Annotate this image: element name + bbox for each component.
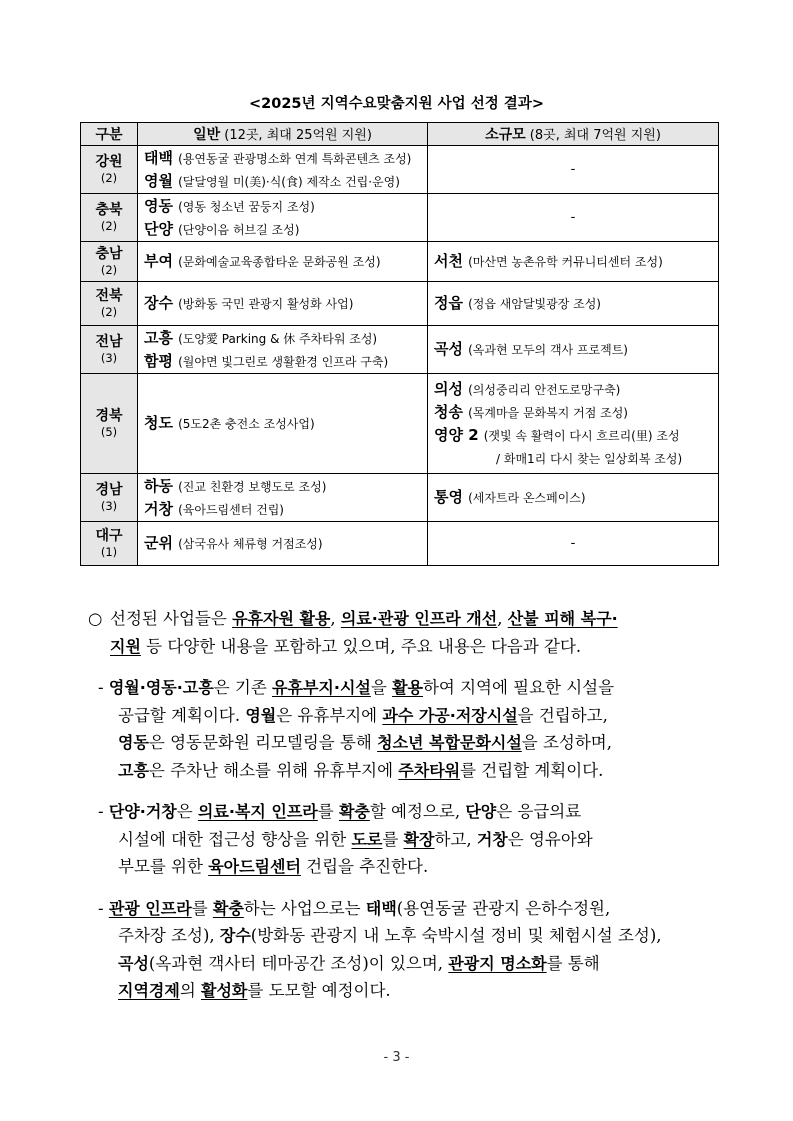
project-entry: [144, 292, 421, 315]
region-name: 대구: [95, 527, 123, 544]
project-name: 고흥: [144, 328, 173, 347]
table-row: [81, 242, 719, 282]
text-run: 관광 인프라: [108, 898, 192, 918]
project-name: 의성: [434, 379, 463, 398]
region-cell: [81, 146, 138, 194]
project-name: 함평: [144, 351, 173, 370]
text-run: 의료·관광 인프라 개선: [340, 609, 498, 628]
text-line: [98, 674, 728, 702]
region-cell: [81, 242, 138, 282]
project-name: 군위: [144, 534, 173, 552]
project-entry-cont: [434, 447, 712, 470]
region-name: 전북: [95, 287, 123, 304]
region-cell: [81, 374, 138, 474]
text-run: 을: [370, 678, 393, 697]
project-entry: [434, 378, 712, 401]
region-count: (1): [100, 544, 118, 559]
project-entry: [434, 401, 712, 424]
region-count: (3): [100, 498, 118, 513]
text-run: 의료·복지 인프라: [197, 802, 318, 821]
project-entry: [434, 338, 712, 361]
text-run: 은 영동문화원 리모델링을 통해: [148, 733, 378, 752]
text-line: [110, 605, 728, 633]
text-run: 주차장 조성),: [118, 926, 220, 945]
text-run: 영월·영동·고흥: [108, 678, 214, 697]
region-name: 경북: [95, 407, 123, 424]
region-name: 강원: [95, 153, 123, 170]
text-run: 확장: [403, 829, 435, 849]
text-run: 확충: [212, 898, 244, 918]
text-run: 부모를 위한: [118, 857, 209, 876]
paragraph: [88, 605, 728, 660]
project-name: 단양: [144, 219, 173, 238]
text-line: [118, 853, 728, 881]
text-run: 을 조성하며,: [521, 733, 612, 752]
small-cell: [428, 282, 719, 326]
project-desc: / 화매1리 다시 찾는 일상회복 조성): [496, 451, 683, 466]
selection-results-table: [80, 122, 719, 566]
region-count: (2): [100, 304, 118, 319]
text-run: 등 다양한 내용을 포함하고 있으며, 주요 내용은 다음과 같다.: [140, 636, 582, 656]
project-desc: (잿빛 속 활력이 다시 흐르리(里) 조성: [483, 428, 680, 443]
circle-bullet-icon: ○: [88, 609, 103, 628]
text-run: 건립을 추진한다.: [300, 857, 429, 876]
project-name: 영동: [144, 196, 173, 215]
project-entry: [144, 250, 421, 273]
text-run: 지원: [110, 636, 141, 656]
project-name: 장수: [144, 294, 173, 312]
text-run: 유휴부지·시설: [272, 678, 371, 697]
general-cell: [138, 374, 428, 474]
general-cell: [138, 474, 428, 522]
text-run: 산불 피해 복구·: [507, 609, 618, 628]
region-count: (2): [100, 218, 118, 233]
project-desc: (진교 친환경 보행도로 조성): [178, 479, 327, 494]
header-general: 일반 (12곳, 최대 25억원 지원): [138, 123, 428, 146]
empty-cell: -: [428, 194, 719, 242]
text-run: 를: [317, 802, 339, 821]
project-entry: [144, 147, 421, 170]
text-run: 은 주차난 해소를 위해 유휴부지에: [148, 760, 399, 780]
table-row: [81, 194, 719, 242]
text-line: [118, 826, 728, 854]
text-run: -: [98, 678, 109, 697]
text-run: 공급할 계획이다.: [118, 705, 246, 725]
text-line: [118, 950, 728, 978]
project-name: 태백: [144, 148, 173, 167]
text-line: [98, 895, 728, 923]
table-row: [81, 146, 719, 194]
project-name: 청도: [144, 414, 173, 432]
project-desc: (의성중리리 안전도로망구축): [468, 382, 621, 397]
text-run: 확충: [338, 802, 370, 821]
project-entry: [144, 412, 421, 435]
general-cell: [138, 522, 428, 566]
small-cell: [428, 242, 719, 282]
text-run: 육아드림센터: [208, 857, 301, 876]
region-cell: [81, 522, 138, 566]
text-line: [118, 977, 728, 1005]
project-desc: (옥과현 모두의 객사 프로젝트): [468, 343, 628, 357]
page-number: - 3 -: [383, 1050, 410, 1065]
text-run: 곡성: [118, 953, 149, 973]
text-run: 를 도모할 예정이다.: [247, 981, 391, 1000]
text-run: 지역경제: [118, 981, 180, 1000]
header-small: 소규모 (8곳, 최대 7억원 지원): [428, 123, 719, 146]
text-run: 하는 사업으로는: [243, 898, 366, 918]
text-run: 장수: [219, 926, 251, 945]
project-desc: (세자트라 온스페이스): [468, 491, 586, 505]
text-run: 를: [191, 898, 213, 918]
table-body: [81, 146, 719, 566]
project-entry: [434, 486, 712, 509]
region-cell: [81, 326, 138, 374]
text-run: 선정된 사업들은: [110, 609, 233, 628]
project-entry: [144, 532, 421, 555]
table-row: [81, 282, 719, 326]
text-run: 은 기존: [213, 678, 273, 697]
text-run: 활성화: [201, 981, 248, 1000]
project-name: 곡성: [434, 340, 463, 358]
project-desc: (목계마을 문화복지 거점 조성): [468, 405, 628, 420]
region-cell: [81, 194, 138, 242]
text-run: 하고,: [434, 829, 477, 849]
region-name: 전남: [95, 333, 123, 350]
text-run: 은 유휴부지에: [276, 705, 383, 725]
region-count: (3): [100, 350, 118, 365]
general-cell: [138, 146, 428, 194]
project-desc: (마산면 농촌유학 커뮤니티센터 조성): [468, 255, 663, 269]
project-desc: (문화예술교육종합타운 문화공원 조성): [178, 255, 381, 269]
region-cell: [81, 474, 138, 522]
text-run: 단양·거창: [108, 802, 177, 821]
text-run: 영월: [245, 705, 277, 725]
general-cell: [138, 194, 428, 242]
text-run: 은: [176, 802, 198, 821]
text-run: 단양: [465, 802, 497, 821]
text-run: (옥과현 객사터 테마공간 조성)이 있으며,: [148, 953, 449, 973]
text-run: 도로: [351, 829, 383, 849]
table-row: [81, 326, 719, 374]
text-run: 은 응급의료: [496, 802, 582, 821]
table-header-row: [81, 123, 719, 146]
text-line: [118, 702, 728, 730]
empty-cell: -: [428, 146, 719, 194]
text-run: 주차타워: [398, 760, 461, 780]
region-name: 충남: [95, 245, 123, 262]
body-text: [88, 605, 728, 1005]
text-run: 태백: [365, 898, 397, 918]
region-count: (2): [100, 262, 118, 277]
project-entry: [144, 350, 421, 373]
project-desc: (월야면 빛그린로 생활환경 인프라 구축): [178, 354, 389, 369]
project-desc: (삼국유사 체류형 거점조성): [178, 537, 323, 551]
project-entry: [144, 327, 421, 350]
general-cell: [138, 242, 428, 282]
text-run: 을 건립하고,: [517, 705, 608, 725]
paragraph: [88, 895, 728, 1005]
region-cell: [81, 282, 138, 326]
project-name: 통영: [434, 488, 463, 506]
text-run: -: [98, 802, 109, 821]
text-line: [118, 757, 728, 785]
small-cell: [428, 374, 719, 474]
project-name: 영월: [144, 171, 173, 190]
text-run: 과수 가공·저장시설: [382, 705, 518, 725]
project-desc: (달달영월 미(美)·식(食) 제작소 건립·운영): [178, 174, 400, 189]
project-entry: [434, 424, 712, 447]
project-desc: (도양愛 Parking & 休 주차타워 조성): [178, 331, 378, 346]
text-line: [110, 633, 728, 661]
text-run: 시설에 대한 접근성 향상을 위한: [118, 829, 352, 849]
text-run: 거창: [476, 829, 508, 849]
text-run: -: [98, 898, 109, 918]
text-run: ,: [497, 609, 508, 628]
project-entry: [434, 292, 712, 315]
text-run: (용연동굴 관광지 은하수정원,: [396, 898, 611, 918]
project-name: 부여: [144, 252, 173, 270]
table-row: [81, 474, 719, 522]
small-cell: [428, 326, 719, 374]
project-name: 하동: [144, 476, 173, 495]
table-row: [81, 374, 719, 474]
region-name: 충북: [95, 201, 123, 218]
text-line: [118, 922, 728, 950]
text-line: [98, 798, 728, 826]
text-run: 고흥: [118, 760, 149, 780]
text-run: 활용: [392, 678, 423, 697]
project-entry: [144, 170, 421, 193]
project-name: 거창: [144, 499, 173, 518]
paragraph: [88, 674, 728, 784]
project-entry: [144, 498, 421, 521]
paragraph: [88, 798, 728, 881]
project-name: 청송: [434, 402, 463, 421]
text-run: 하여 지역에 필요한 시설을: [422, 678, 615, 697]
text-run: (방화동 관광지 내 노후 숙박시설 정비 및 체험시설 조성),: [250, 926, 662, 945]
text-run: 은 영유아와: [507, 829, 593, 849]
table-row: [81, 522, 719, 566]
header-region: 구분: [81, 123, 138, 146]
project-name: 정읍: [434, 294, 463, 312]
text-run: ,: [330, 609, 341, 628]
project-entry: [144, 475, 421, 498]
small-cell: [428, 474, 719, 522]
general-cell: [138, 326, 428, 374]
region-name: 경남: [95, 481, 123, 498]
project-name: 서천: [434, 252, 463, 270]
text-line: [118, 729, 728, 757]
project-entry: [434, 250, 712, 273]
text-run: 의: [179, 981, 202, 1000]
project-desc: (단양이음 허브길 조성): [178, 222, 300, 237]
text-run: 를: [382, 829, 404, 849]
page-title: <2025년 지역수요맞춤지원 사업 선정 결과>: [249, 96, 544, 112]
region-count: (2): [100, 170, 118, 185]
text-run: 유휴자원 활용: [232, 609, 331, 628]
empty-cell: -: [428, 522, 719, 566]
text-run: 영동: [118, 733, 149, 752]
text-run: 청소년 복합문화시설: [377, 733, 522, 752]
project-desc: (방화동 국민 관광지 활성화 사업): [178, 297, 354, 311]
project-desc: (육아드림센터 건립): [178, 502, 284, 517]
text-run: 를 건립할 계획이다.: [460, 760, 604, 780]
text-run: 할 예정으로,: [369, 802, 466, 821]
text-run: 를 통해: [546, 953, 600, 973]
project-entry: [144, 195, 421, 218]
project-name: 영양 2: [434, 425, 479, 444]
project-desc: (정읍 새암달빛광장 조성): [468, 297, 601, 311]
text-run: 관광지 명소화: [448, 953, 547, 973]
general-cell: [138, 282, 428, 326]
project-desc: (영동 청소년 꿈둥지 조성): [178, 199, 315, 214]
project-entry: [144, 218, 421, 241]
region-count: (5): [100, 424, 118, 439]
project-desc: (5도2촌 충전소 조성사업): [178, 417, 315, 431]
project-desc: (용연동굴 관광명소화 연계 특화콘텐츠 조성): [178, 151, 412, 166]
